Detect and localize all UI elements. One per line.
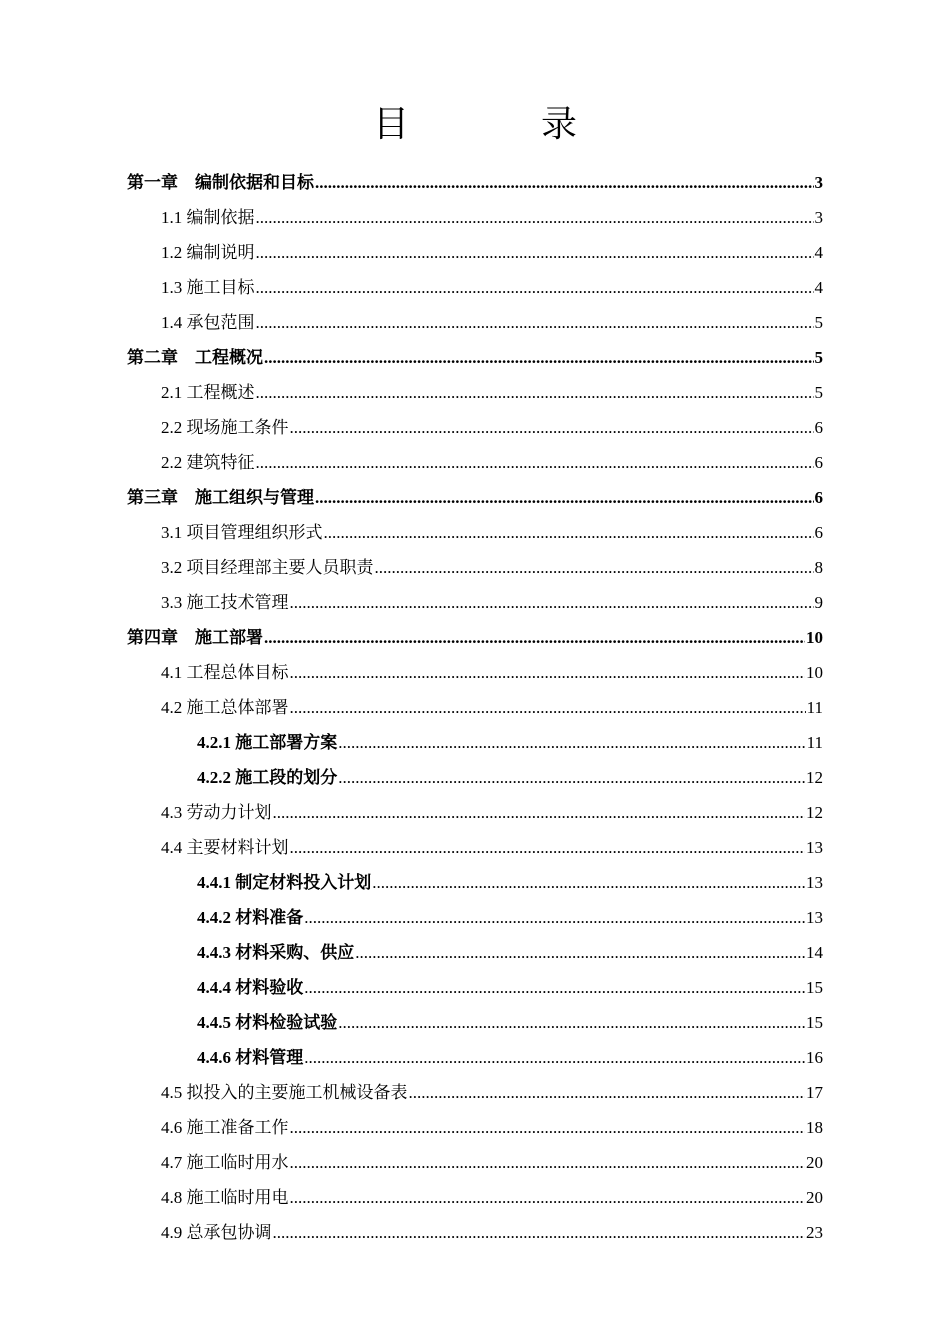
toc-page-number: 9 xyxy=(814,593,823,612)
toc-leader-dots xyxy=(338,760,805,795)
toc-section-entry[interactable] xyxy=(161,1145,823,1180)
toc-leader-dots xyxy=(290,1145,806,1180)
toc-entry-title: 第二章 工程概况 xyxy=(127,348,263,367)
toc-leader-dots xyxy=(338,725,805,760)
toc-page-number: 5 xyxy=(814,313,823,332)
toc-entry-title: 4.7 施工临时用水 xyxy=(161,1153,289,1172)
toc-page-number: 10 xyxy=(806,663,823,682)
toc-chapter-entry[interactable] xyxy=(127,620,823,655)
toc-leader-dots xyxy=(315,480,814,515)
toc-entry-title: 4.8 施工临时用电 xyxy=(161,1188,289,1207)
toc-entry-title: 4.2 施工总体部署 xyxy=(161,698,289,717)
toc-leader-dots xyxy=(290,655,806,690)
toc-page-number: 13 xyxy=(806,838,823,857)
toc-leader-dots xyxy=(290,585,814,620)
toc-page-number: 6 xyxy=(814,523,823,542)
toc-page-number: 14 xyxy=(806,943,823,962)
toc-entry-title: 第四章 施工部署 xyxy=(127,628,263,647)
toc-page-number: 6 xyxy=(814,453,823,472)
page-title: 目 录 xyxy=(372,104,625,145)
toc-page-number: 4 xyxy=(814,278,823,297)
toc-leader-dots xyxy=(304,970,805,1005)
toc-leader-dots xyxy=(304,900,805,935)
toc-section-entry[interactable] xyxy=(197,760,823,795)
toc-entry-title: 4.4 主要材料计划 xyxy=(161,838,289,857)
toc-section-entry[interactable] xyxy=(197,970,823,1005)
toc-leader-dots xyxy=(324,515,814,550)
toc-section-entry[interactable] xyxy=(161,1180,823,1215)
toc-leader-dots xyxy=(290,1110,806,1145)
toc-section-entry[interactable] xyxy=(161,515,823,550)
toc-page-number: 3 xyxy=(814,208,823,227)
toc-entry-title: 4.5 拟投入的主要施工机械设备表 xyxy=(161,1083,408,1102)
toc-page-number: 20 xyxy=(806,1188,823,1207)
toc-section-entry[interactable] xyxy=(161,690,823,725)
toc-page-number: 15 xyxy=(806,1013,823,1032)
toc-section-entry[interactable] xyxy=(161,270,823,305)
toc-section-entry[interactable] xyxy=(161,200,823,235)
toc-page-number: 6 xyxy=(814,418,823,437)
toc-section-entry[interactable] xyxy=(161,375,823,410)
toc-chapter-entry[interactable] xyxy=(127,165,823,200)
toc-section-entry[interactable] xyxy=(161,585,823,620)
toc-page-number: 12 xyxy=(806,803,823,822)
toc-section-entry[interactable] xyxy=(197,935,823,970)
toc-entry-title: 3.2 项目经理部主要人员职责 xyxy=(161,558,374,577)
toc-leader-dots xyxy=(315,165,814,200)
toc-leader-dots xyxy=(355,935,805,970)
toc-page-number: 15 xyxy=(806,978,823,997)
toc-leader-dots xyxy=(256,305,814,340)
toc-leader-dots xyxy=(372,865,805,900)
toc-section-entry[interactable] xyxy=(161,410,823,445)
toc-leader-dots xyxy=(256,200,814,235)
toc-leader-dots xyxy=(290,830,806,865)
toc-section-entry[interactable] xyxy=(161,305,823,340)
toc-section-entry[interactable] xyxy=(161,830,823,865)
toc-leader-dots xyxy=(375,550,814,585)
toc-section-entry[interactable] xyxy=(161,795,823,830)
toc-chapter-entry[interactable] xyxy=(127,480,823,515)
toc-entry-title: 1.4 承包范围 xyxy=(161,313,255,332)
toc-section-entry[interactable] xyxy=(161,655,823,690)
toc-section-entry[interactable] xyxy=(161,235,823,270)
toc-entry-title: 4.4.3 材料采购、供应 xyxy=(197,943,355,962)
toc-entry-title: 4.4.2 材料准备 xyxy=(197,908,304,927)
toc-entry-title: 4.4.5 材料检验试验 xyxy=(197,1013,338,1032)
toc-leader-dots xyxy=(290,690,806,725)
toc-page-number: 23 xyxy=(806,1223,823,1242)
toc-leader-dots xyxy=(304,1040,805,1075)
toc-page-number: 5 xyxy=(814,348,823,367)
toc-leader-dots xyxy=(338,1005,805,1040)
toc-section-entry[interactable] xyxy=(161,550,823,585)
toc-entry-title: 4.2.2 施工段的划分 xyxy=(197,768,338,787)
toc-section-entry[interactable] xyxy=(161,445,823,480)
toc-page-number: 18 xyxy=(806,1118,823,1137)
toc-page-number: 3 xyxy=(814,173,823,192)
toc-section-entry[interactable] xyxy=(161,1075,823,1110)
toc-section-entry[interactable] xyxy=(197,900,823,935)
toc-section-entry[interactable] xyxy=(197,1005,823,1040)
toc-section-entry[interactable] xyxy=(161,1110,823,1145)
toc-entry-title: 4.3 劳动力计划 xyxy=(161,803,272,822)
toc-section-entry[interactable] xyxy=(197,865,823,900)
toc-entry-title: 2.2 现场施工条件 xyxy=(161,418,289,437)
toc-entry-title: 3.3 施工技术管理 xyxy=(161,593,289,612)
toc-leader-dots xyxy=(273,795,806,830)
toc-leader-dots xyxy=(264,340,814,375)
toc-page-number: 5 xyxy=(814,383,823,402)
toc-leader-dots xyxy=(256,270,814,305)
toc-leader-dots xyxy=(256,445,814,480)
toc-entry-title: 3.1 项目管理组织形式 xyxy=(161,523,323,542)
toc-page-number: 20 xyxy=(806,1153,823,1172)
toc-leader-dots xyxy=(273,1215,806,1250)
toc-leader-dots xyxy=(264,620,805,655)
toc-entry-title: 4.1 工程总体目标 xyxy=(161,663,289,682)
toc-section-entry[interactable] xyxy=(197,725,823,760)
toc-entry-title: 4.4.4 材料验收 xyxy=(197,978,304,997)
toc-section-entry[interactable] xyxy=(161,1215,823,1250)
toc-entry-title: 4.6 施工准备工作 xyxy=(161,1118,289,1137)
toc-page-number: 11 xyxy=(806,733,823,752)
toc-page-number: 16 xyxy=(806,1048,823,1067)
toc-entry-title: 4.9 总承包协调 xyxy=(161,1223,272,1242)
toc-page-number: 17 xyxy=(806,1083,823,1102)
toc-entry-title: 第一章 编制依据和目标 xyxy=(127,173,314,192)
toc-chapter-entry[interactable] xyxy=(127,340,823,375)
toc-entry-title: 2.2 建筑特征 xyxy=(161,453,255,472)
toc-entry-title: 4.4.1 制定材料投入计划 xyxy=(197,873,372,892)
toc-page-number: 13 xyxy=(806,873,823,892)
toc-page-number: 8 xyxy=(814,558,823,577)
toc-leader-dots xyxy=(290,410,814,445)
toc-entry-title: 1.3 施工目标 xyxy=(161,278,255,297)
toc-entry-title: 4.4.6 材料管理 xyxy=(197,1048,304,1067)
toc-leader-dots xyxy=(290,1180,806,1215)
toc-entry-title: 第三章 施工组织与管理 xyxy=(127,488,314,507)
toc-entry-title: 1.1 编制依据 xyxy=(161,208,255,227)
toc-page-number: 12 xyxy=(806,768,823,787)
toc-entry-title: 1.2 编制说明 xyxy=(161,243,255,262)
toc-page-number: 4 xyxy=(814,243,823,262)
toc-leader-dots xyxy=(256,235,814,270)
toc-page-number: 13 xyxy=(806,908,823,927)
toc-page-number: 6 xyxy=(814,488,823,507)
toc-entry-title: 4.2.1 施工部署方案 xyxy=(197,733,338,752)
toc-section-entry[interactable] xyxy=(197,1040,823,1075)
toc-page-number: 10 xyxy=(806,628,823,647)
toc-leader-dots xyxy=(409,1075,806,1110)
toc-leader-dots xyxy=(256,375,814,410)
toc-page-number: 11 xyxy=(806,698,823,717)
toc-entry-title: 2.1 工程概述 xyxy=(161,383,255,402)
